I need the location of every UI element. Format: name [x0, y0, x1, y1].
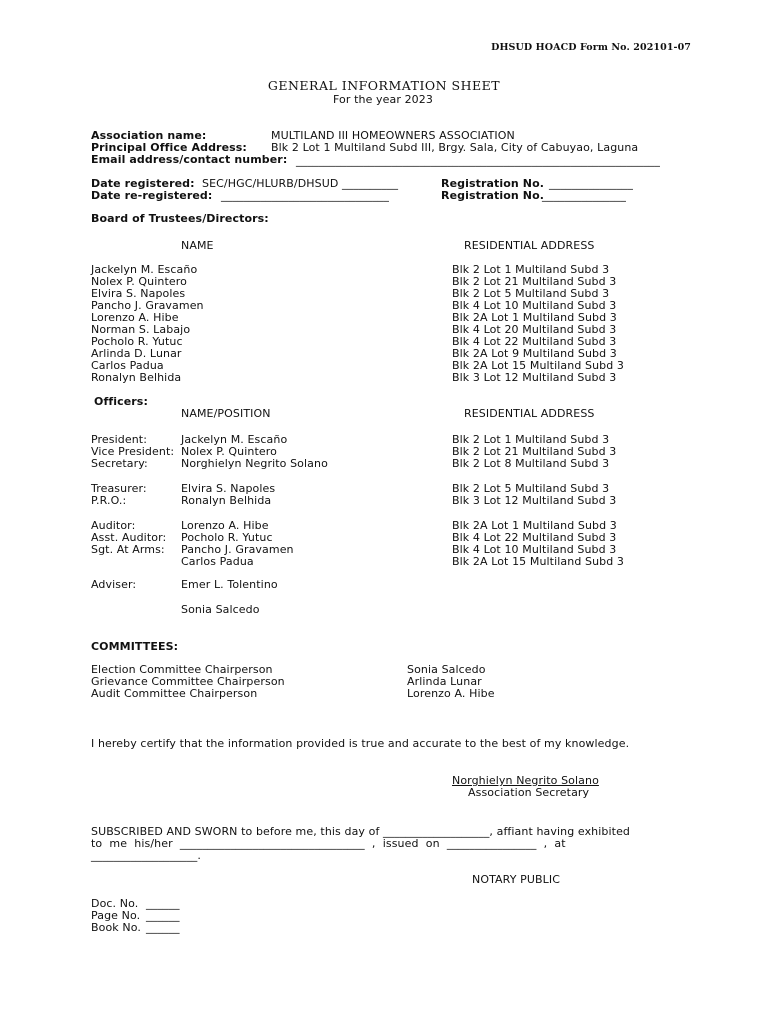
signatory-name: Norghielyn Negrito Solano: [452, 774, 599, 787]
officer-position: Secretary:: [91, 457, 148, 470]
certification-text: I hereby certify that the information provided is true and accurate to the best of my knowledge.: [91, 737, 630, 750]
officers-heading: Officers:: [94, 395, 148, 408]
board-member-name: Carlos Padua: [91, 359, 164, 372]
date-registered-label: Date registered:: [91, 177, 195, 190]
board-member-name: Lorenzo A. Hibe: [91, 311, 179, 324]
board-member-address: Blk 4 Lot 10 Multiland Subd 3: [452, 299, 617, 312]
officer-position: Vice President:: [91, 445, 175, 458]
officer-position: [91, 556, 166, 568]
registration-no-label: Registration No.: [441, 177, 545, 190]
registration-no-value: _______________: [549, 177, 633, 190]
document-subtitle: For the year 2023: [333, 93, 433, 106]
committee-roles: [91, 664, 285, 700]
document-title: GENERAL INFORMATION SHEET: [267, 78, 501, 93]
doc-ref-label: Doc. No.: [91, 897, 139, 910]
notary-public-label: NOTARY PUBLIC: [472, 873, 561, 886]
committee-role: Audit Committee Chairperson: [91, 687, 258, 700]
doc-ref-labels: [91, 898, 141, 934]
officer-position: Auditor:: [91, 519, 136, 532]
office-address-label: Principal Office Address:: [91, 141, 247, 154]
date-registered-value: SEC/HGC/HLURB/DHSUD __________: [202, 177, 399, 190]
officer-addresses-group2: [452, 483, 616, 507]
officer-name: Pancho J. Gravamen: [181, 543, 294, 556]
officer-address: Blk 2 Lot 1 Multiland Subd 3: [452, 433, 610, 446]
officer-name: Norghielyn Negrito Solano: [181, 457, 328, 470]
jurat-line-3: ___________________.: [91, 849, 201, 862]
officer-positions-group2: [91, 483, 147, 507]
email-blank: _________________________________________________________________: [296, 154, 660, 167]
board-member-name: Elvira S. Napoles: [91, 287, 186, 300]
board-member-address: Blk 2 Lot 21 Multiland Subd 3: [452, 275, 617, 288]
board-member-name: Norman S. Labajo: [91, 323, 191, 336]
board-addresses: [452, 264, 624, 384]
board-member-address: Blk 2 Lot 5 Multiland Subd 3: [452, 287, 610, 300]
board-col-name: NAME: [181, 239, 214, 252]
board-member-address: Blk 2A Lot 15 Multiland Subd 3: [452, 359, 625, 372]
adviser-label: Adviser:: [91, 578, 137, 591]
officer-address: Blk 2 Lot 8 Multiland Subd 3: [452, 457, 610, 470]
officer-name: Jackelyn M. Escaño: [181, 433, 288, 446]
officer-position: President:: [91, 433, 148, 446]
doc-ref-blank: ______: [146, 921, 180, 934]
association-name-label: Association name:: [91, 129, 207, 142]
date-reregistered-value: ______________________________: [221, 189, 389, 202]
officers-col-address: RESIDENTIAL ADDRESS: [464, 407, 595, 420]
officer-position: Asst. Auditor:: [91, 531, 167, 544]
officer-names-group1: [181, 434, 328, 470]
officer-addresses-group1: [452, 434, 616, 470]
board-member-name: Nolex P. Quintero: [91, 275, 187, 288]
committee-names: [407, 664, 495, 700]
board-member-name: Ronalyn Belhida: [91, 371, 182, 384]
board-member-address: Blk 2A Lot 1 Multiland Subd 3: [452, 311, 617, 324]
officers-col-name: NAME/POSITION: [181, 407, 271, 420]
registration-no2-value: _______________: [542, 189, 626, 202]
doc-ref-values: [146, 898, 180, 934]
committee-chair-name: Lorenzo A. Hibe: [407, 687, 495, 700]
officer-name: Lorenzo A. Hibe: [181, 519, 269, 532]
board-member-address: Blk 4 Lot 20 Multiland Subd 3: [452, 323, 617, 336]
email-label: Email address/contact number:: [91, 153, 288, 166]
signatory-title: Association Secretary: [468, 786, 590, 799]
jurat-line-2: to me his/her _________________________________ , issued on ________________ , at: [91, 837, 566, 850]
adviser-name: Emer L. Tolentino: [181, 578, 278, 591]
date-reregistered-label: Date re-registered:: [91, 189, 213, 202]
officer-name: Ronalyn Belhida: [181, 494, 272, 507]
officer-address: Blk 4 Lot 22 Multiland Subd 3: [452, 531, 617, 544]
officer-address: Blk 2A Lot 1 Multiland Subd 3: [452, 519, 617, 532]
officer-name: Nolex P. Quintero: [181, 445, 277, 458]
jurat-line-1: SUBSCRIBED AND SWORN to before me, this day of ___________________, affiant having exhibited: [91, 825, 631, 838]
officer-name: Pocholo R. Yutuc: [181, 531, 273, 544]
officer-name: Elvira S. Napoles: [181, 482, 276, 495]
board-member-address: Blk 2A Lot 9 Multiland Subd 3: [452, 347, 617, 360]
officer-address: Blk 2 Lot 5 Multiland Subd 3: [452, 482, 610, 495]
officer-address: Blk 3 Lot 12 Multiland Subd 3: [452, 494, 617, 507]
officer-addresses-group3: [452, 520, 624, 568]
committees-heading: COMMITTEES:: [91, 640, 179, 653]
doc-ref-blank: ______: [146, 897, 180, 910]
officer-address: Blk 2 Lot 21 Multiland Subd 3: [452, 445, 617, 458]
committee-role: Election Committee Chairperson: [91, 663, 273, 676]
committee-chair-name: Sonia Salcedo: [407, 663, 486, 676]
committee-chair-name: Arlinda Lunar: [407, 675, 482, 688]
form-number: DHSUD HOACD Form No. 202101-07: [491, 42, 691, 53]
office-address-value: Blk 2 Lot 1 Multiland Subd III, Brgy. Sala, City of Cabuyao, Laguna: [271, 141, 639, 154]
officer-names-group3: [181, 520, 294, 568]
officer-address: Blk 4 Lot 10 Multiland Subd 3: [452, 543, 617, 556]
doc-ref-blank: ______: [146, 909, 180, 922]
officer-position: Sgt. At Arms:: [91, 543, 165, 556]
registration-no2-label: Registration No.: [441, 189, 545, 202]
officer-names-group2: [181, 483, 275, 507]
officer-address: Blk 2A Lot 15 Multiland Subd 3: [452, 555, 625, 568]
board-member-address: Blk 4 Lot 22 Multiland Subd 3: [452, 335, 617, 348]
board-member-name: Pancho J. Gravamen: [91, 299, 204, 312]
officer-positions-group1: [91, 434, 174, 470]
board-member-name: Pocholo R. Yutuc: [91, 335, 183, 348]
officer-position: P.R.O.:: [91, 494, 127, 507]
doc-ref-label: Page No.: [91, 909, 141, 922]
doc-ref-label: Book No.: [91, 921, 141, 934]
board-col-address: RESIDENTIAL ADDRESS: [464, 239, 595, 252]
committee-role: Grievance Committee Chairperson: [91, 675, 285, 688]
board-heading: Board of Trustees/Directors:: [91, 212, 269, 225]
board-member-name: Jackelyn M. Escaño: [91, 263, 198, 276]
board-names: [91, 264, 204, 384]
board-member-address: Blk 3 Lot 12 Multiland Subd 3: [452, 371, 617, 384]
board-member-name: Arlinda D. Lunar: [91, 347, 182, 360]
officer-positions-group3: [91, 520, 166, 568]
adviser-name: Sonia Salcedo: [181, 603, 260, 616]
officer-position: Treasurer:: [91, 482, 147, 495]
association-name-value: MULTILAND III HOMEOWNERS ASSOCIATION: [271, 129, 515, 142]
board-member-address: Blk 2 Lot 1 Multiland Subd 3: [452, 263, 610, 276]
officer-name: Carlos Padua: [181, 555, 254, 568]
